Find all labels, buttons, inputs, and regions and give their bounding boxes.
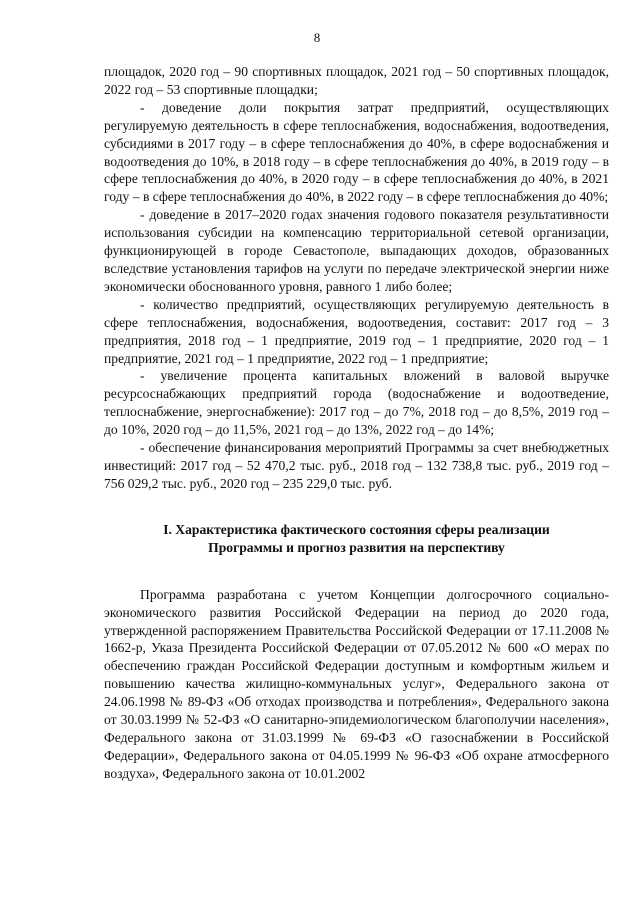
section-heading-line-2: Программы и прогноз развития на перспективу	[208, 539, 505, 555]
list-item-subsidy-indicator: - доведение в 2017–2020 годах значения годового показателя результативности использования субсидии на компенсацию территориальной сетевой организации, функционирующей в городе Севастополе, выпадающих доходов, образованных вследствие установления тарифов на услуги по передаче электрической энергии ниже экономически обоснованного уровня, равного 1 либо более;	[104, 207, 609, 294]
section-body-paragraph: Программа разработана с учетом Концепции долгосрочного социально-экономического развития Российской Федерации на период до 2020 года, утвержденной распоряжением Правительства Российской Федерации от 17.11.2008 № 1662-р, Указа Президента Российской Федерации от 07.05.2012 № 600 «О мерах по обеспечению граждан Российской Федерации доступным и комфортным жильем и повышению качества жилищно-коммунальных услуг», Федерального закона от 24.06.1998 № 89-ФЗ «Об отходах производства и потребления», Федерального закона от 30.03.1999 № 52-ФЗ «О санитарно-эпидемиологическом благополучии населения», Федерального закона от 31.03.1999 № 69-ФЗ «О газоснабжении в Российской Федерации», Федерального закона от 04.05.1999 № 96-ФЗ «Об охране атмосферного воздуха», Федерального закона от 10.01.2002	[104, 586, 609, 781]
list-item-enterprise-count: - количество предприятий, осуществляющих регулируемую деятельность в сфере теплоснабжения, водоснабжения, водоотведения, составит: 2017 год – 3 предприятия, 2018 год – 1 предприятие, 2019 год – 1 предприятие, 2020 год – 1 предприятие, 2021 год – 1 предприятие, 2022 год – 1 предприятие;	[104, 296, 609, 366]
paragraph-continuation: площадок, 2020 год – 90 спортивных площадок, 2021 год – 50 спортивных площадок, 2022 год – 53 спортивные площадки;	[104, 64, 609, 97]
list-item-cost-coverage: - доведение доли покрытия затрат предприятий, осуществляющих регулируемую деятельность в сфере теплоснабжения, водоснабжения, водоотведения, субсидиями в 2017 году – в сфере теплоснабжения до 40%, в сфере водоснабжения и водоотведения до 10%, в 2018 году – в сфере теплоснабжения до 40%, в 2019 году – в сфере теплоснабжения до 40%, в 2020 году – в сфере теплоснабжения до 40%, в 2021 году – в сфере теплоснабжения до 40%, в 2022 году – в сфере теплоснабжения до 40%;	[104, 99, 609, 205]
document-body	[104, 63, 609, 783]
list-item-extrabudgetary-financing: - обеспечение финансирования мероприятий Программы за счет внебюджетных инвестиций: 2017 год – 52 470,2 тыс. руб., 2018 год – 132 738,8 тыс. руб., 2019 год – 756 029,2 тыс. руб., 2020 год – 235 229,0 тыс. руб.	[104, 440, 609, 491]
page-number: 8	[313, 30, 321, 45]
section-heading	[104, 521, 609, 557]
list-item-capital-investment: - увеличение процента капитальных вложений в валовой выручке ресурсоснабжающих предприятий города (водоснабжение и водоотведение, теплоснабжение, энергоснабжение): 2017 год – до 7%, 2018 год – до 8,5%, 2019 год – до 10%, 2020 год – до 11,5%, 2021 год – до 13%, 2022 год – до 14%;	[104, 368, 609, 438]
section-heading-line-1: I. Характеристика фактического состояния сферы реализации	[163, 521, 550, 537]
